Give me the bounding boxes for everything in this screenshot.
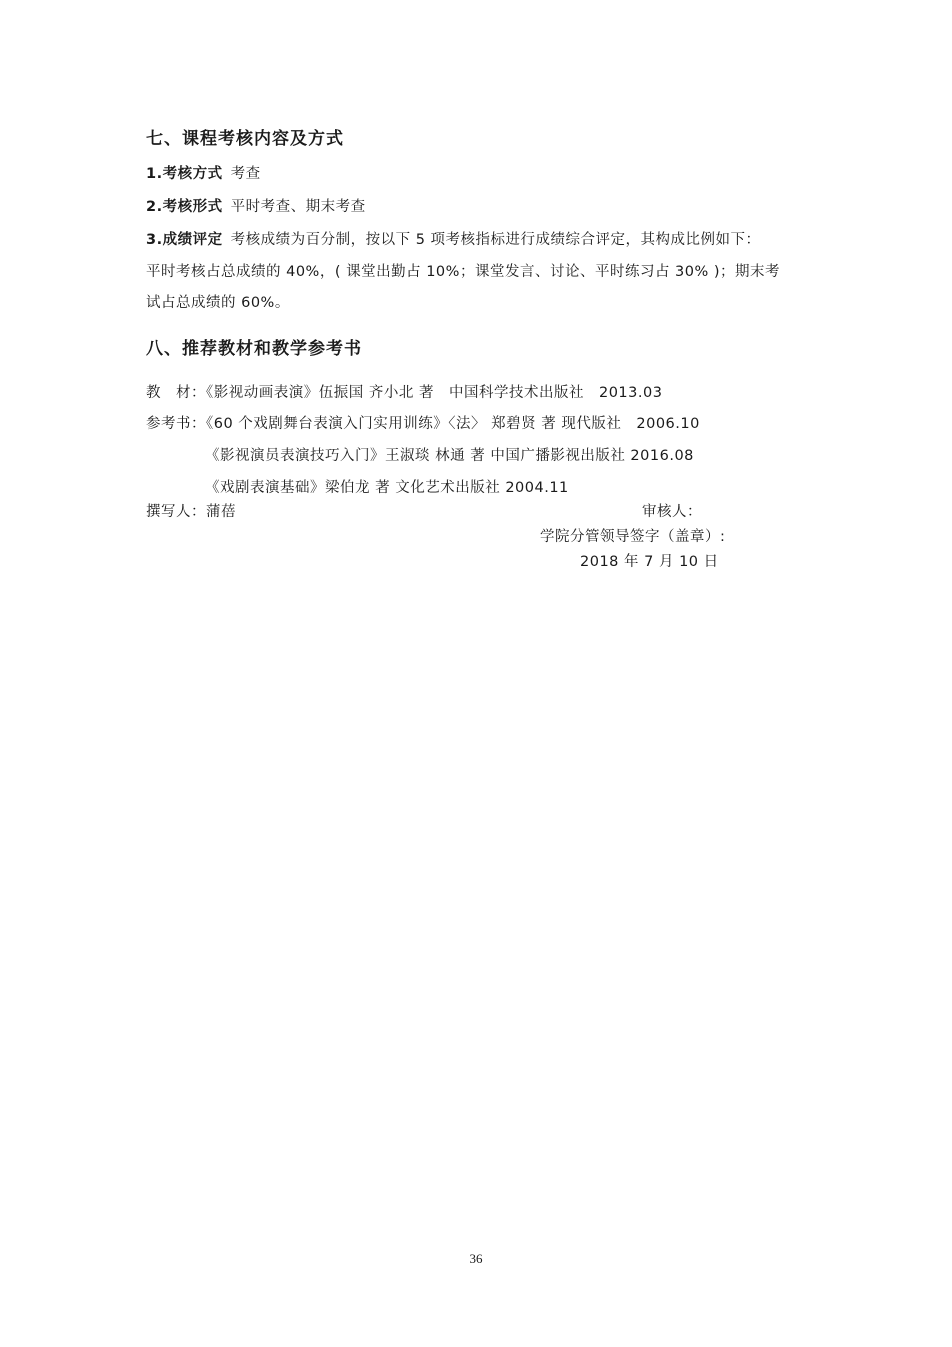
textbook-line: 教 材：《影视动画表演》伍振国 齐小北 著 中国科学技术出版社 2013.03	[146, 385, 663, 401]
section-7-heading: 七、课程考核内容及方式	[146, 129, 344, 149]
author-signature: 撰写人：蒲蓓	[146, 504, 236, 520]
leader-signature: 学院分管领导签字（盖章）:	[540, 529, 726, 545]
reference-book-1: 参考书：《60 个戏剧舞台表演入门实用训练》〈法〉 郑碧贤 著 现代版社 2006.10	[146, 416, 700, 432]
grading-line-2: 平时考核占总成绩的 40%，( 课堂出勤占 10%；课堂发言、讨论、平时练习占 30% )；期末考	[146, 264, 781, 280]
reference-book-2: 《影视演员表演技巧入门》王淑琰 林通 著 中国广播影视出版社 2016.08	[205, 448, 694, 464]
grading-label: 3.成绩评定	[146, 232, 223, 248]
assessment-method-value: 考查	[230, 166, 261, 182]
assessment-method-line	[146, 162, 261, 183]
assessment-form-label: 2.考核形式	[146, 199, 223, 215]
grading-line-3: 试占总成绩的 60%。	[146, 295, 290, 311]
signature-date: 2018 年 7 月 10 日	[580, 554, 719, 570]
grading-text-1: 考核成绩为百分制，按以下 5 项考核指标进行成绩综合评定，其构成比例如下：	[230, 232, 761, 248]
section-8-heading: 八、推荐教材和教学参考书	[146, 339, 362, 359]
reviewer-signature: 审核人：	[642, 504, 702, 520]
reference-book-3: 《戏剧表演基础》梁伯龙 著 文化艺术出版社 2004.11	[205, 480, 569, 496]
page-number: 36	[469, 1251, 483, 1266]
grading-line-1	[146, 228, 761, 249]
assessment-method-label: 1.考核方式	[146, 166, 223, 182]
assessment-form-line	[146, 195, 366, 216]
assessment-form-value: 平时考查、期末考查	[230, 199, 366, 215]
